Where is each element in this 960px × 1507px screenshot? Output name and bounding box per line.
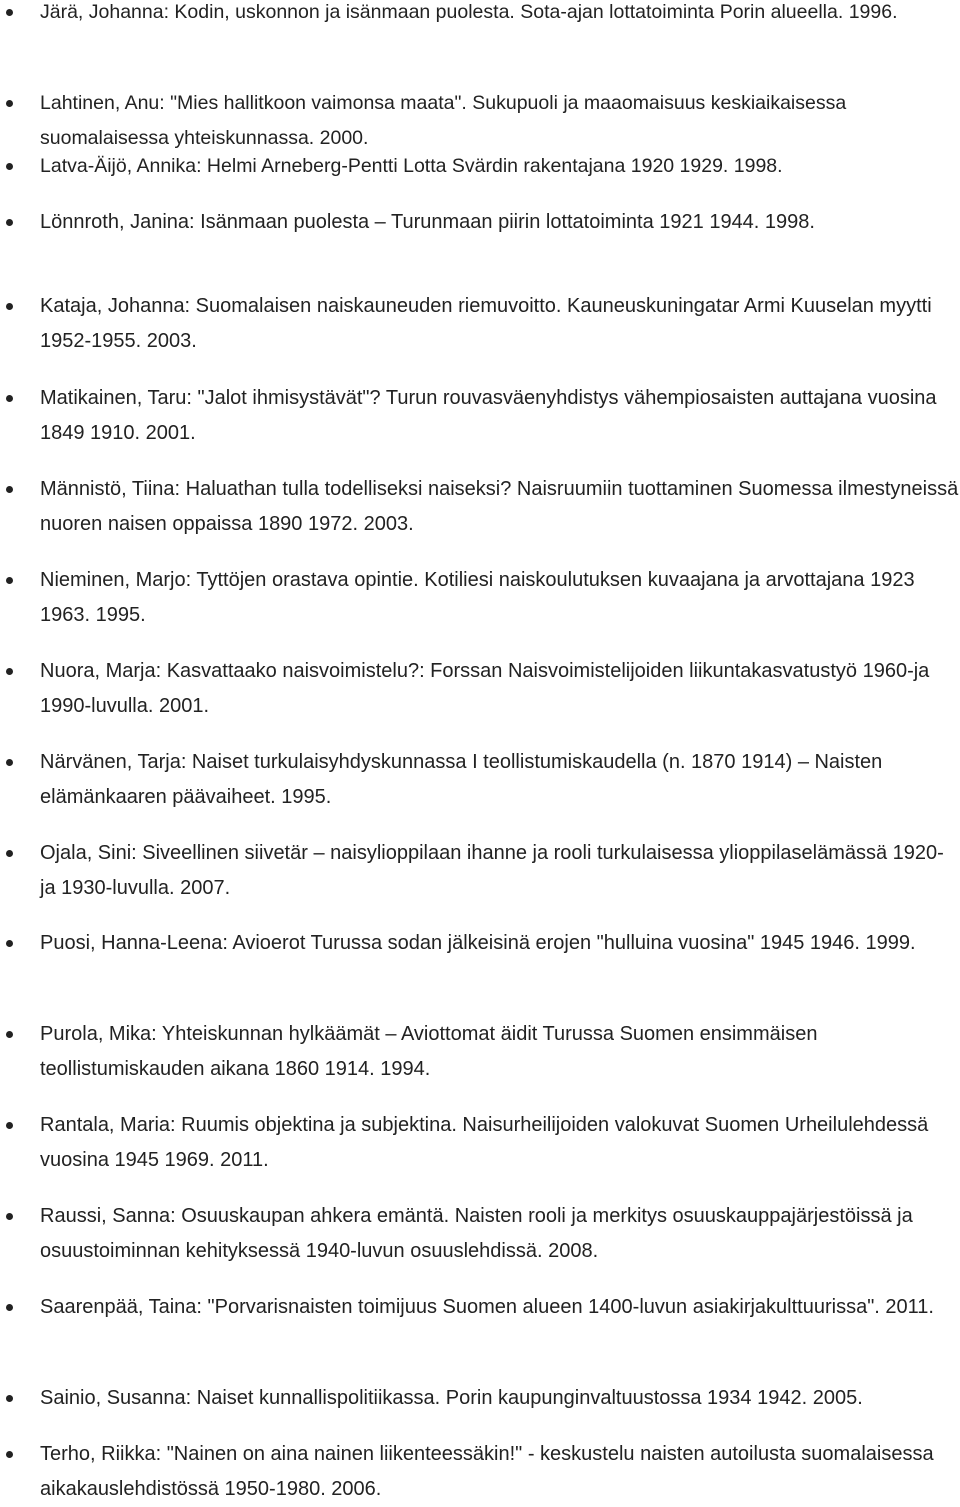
- bibliography-entry: Puosi, Hanna-Leena: Avioerot Turussa sodan jälkeisinä erojen "hulluina vuosina" 1945 1946. 1999.: [40, 932, 916, 954]
- bullet-icon: [6, 668, 13, 675]
- bullet-icon: [6, 850, 13, 857]
- bibliography-entry: Raussi, Sanna: Osuuskaupan ahkera emäntä. Naisten rooli ja merkitys osuuskauppajärjestöissä ja osuustoiminnan kehityksessä 1940-luvun osuuslehdissä. 2008.: [40, 1205, 913, 1262]
- bullet-icon: [6, 9, 13, 16]
- list-item: [40, 1017, 960, 1087]
- bibliography-entry: Sainio, Susanna: Naiset kunnallispolitiikassa. Porin kaupunginvaltuustossa 1934 1942. 2005.: [40, 1387, 863, 1409]
- bullet-icon: [6, 486, 13, 493]
- list-item: [40, 1437, 960, 1507]
- bullet-icon: [6, 1031, 13, 1038]
- bullet-icon: [6, 940, 13, 947]
- bullet-icon: [6, 163, 13, 170]
- bibliography-entry: Järä, Johanna: Kodin, uskonnon ja isänmaan puolesta. Sota-ajan lottatoiminta Porin alueella. 1996.: [40, 1, 898, 23]
- list-item: [40, 472, 960, 542]
- list-item: [40, 289, 960, 359]
- list-item: [40, 381, 960, 451]
- bibliography-entry: Matikainen, Taru: "Jalot ihmisystävät"? Turun rouvasväenyhdistys vähempiosaisten auttajana vuosina 1849 1910. 2001.: [40, 387, 937, 444]
- bullet-icon: [6, 395, 13, 402]
- list-item: [40, 1290, 960, 1325]
- list-item: [40, 1381, 960, 1416]
- bullet-icon: [6, 219, 13, 226]
- bibliography-entry: Rantala, Maria: Ruumis objektina ja subjektina. Naisurheilijoiden valokuvat Suomen Urheilulehdessä vuosina 1945 1969. 2011.: [40, 1114, 929, 1171]
- bullet-icon: [6, 1395, 13, 1402]
- bullet-icon: [6, 1213, 13, 1220]
- list-item: [40, 926, 960, 961]
- bibliography-entry: Ojala, Sini: Siveellinen siivetär – naisylioppilaan ihanne ja rooli turkulaisessa ylioppilaselämässä 1920- ja 1930-luvulla. 2007.: [40, 842, 944, 899]
- bibliography-entry: Nuora, Marja: Kasvattaako naisvoimistelu?: Forssan Naisvoimistelijoiden liikuntakasvatustyö 1960-ja 1990-luvulla. 2001.: [40, 660, 930, 717]
- list-item: [40, 563, 960, 633]
- bibliography-entry: Kataja, Johanna: Suomalaisen naiskauneuden riemuvoitto. Kauneuskuningatar Armi Kuuselan myytti 1952-1955. 2003.: [40, 295, 932, 352]
- bullet-icon: [6, 100, 13, 107]
- list-item: [40, 1108, 960, 1178]
- bibliography-entry: Terho, Riikka: "Nainen on aina nainen liikenteessäkin!" - keskustelu naisten autoilusta suomalaisessa aikakauslehdistössä 1950-1980. 2006.: [40, 1443, 934, 1500]
- bibliography-entry: Latva-Äijö, Annika: Helmi Arneberg-Pentti Lotta Svärdin rakentajana 1920 1929. 1998.: [40, 155, 783, 177]
- bullet-icon: [6, 1304, 13, 1311]
- bibliography-entry: Lahtinen, Anu: "Mies hallitkoon vaimonsa maata". Sukupuoli ja maaomaisuus keskiaikaisessa suomalaisessa yhteiskunnassa. 2000.: [40, 92, 847, 149]
- bibliography-entry: Lönnroth, Janina: Isänmaan puolesta – Turunmaan piirin lottatoiminta 1921 1944. 1998.: [40, 211, 815, 233]
- bibliography-entry: Männistö, Tiina: Haluathan tulla todelliseksi naiseksi? Naisruumiin tuottaminen Suomessa ilmestyneissä nuoren naisen oppaissa 1890 1972. 2003.: [40, 478, 959, 535]
- bibliography-entry: Nieminen, Marjo: Tyttöjen orastava opintie. Kotiliesi naiskoulutuksen kuvaajana ja arvottajana 1923 1963. 1995.: [40, 569, 915, 626]
- list-item: [40, 654, 960, 724]
- list-item: [40, 205, 960, 240]
- bullet-icon: [6, 303, 13, 310]
- bullet-icon: [6, 1451, 13, 1458]
- bibliography-entry: Närvänen, Tarja: Naiset turkulaisyhdyskunnassa I teollistumiskaudella (n. 1870 1914) – Naisten elämänkaaren päävaiheet. 1995.: [40, 751, 883, 808]
- bibliography-entry: Purola, Mika: Yhteiskunnan hylkäämät – Aviottomat äidit Turussa Suomen ensimmäisen teollistumiskauden aikana 1860 1914. 1994.: [40, 1023, 818, 1080]
- list-item: [40, 745, 960, 815]
- bullet-icon: [6, 759, 13, 766]
- list-item: [40, 1199, 960, 1269]
- list-item: [40, 836, 960, 906]
- list-item: [40, 149, 960, 184]
- bullet-icon: [6, 1122, 13, 1129]
- bullet-icon: [6, 577, 13, 584]
- list-item: [40, 86, 960, 156]
- list-item: [40, 0, 960, 30]
- bibliography-entry: Saarenpää, Taina: "Porvarisnaisten toimijuus Suomen alueen 1400-luvun asiakirjakulttuurissa". 2011.: [40, 1296, 934, 1318]
